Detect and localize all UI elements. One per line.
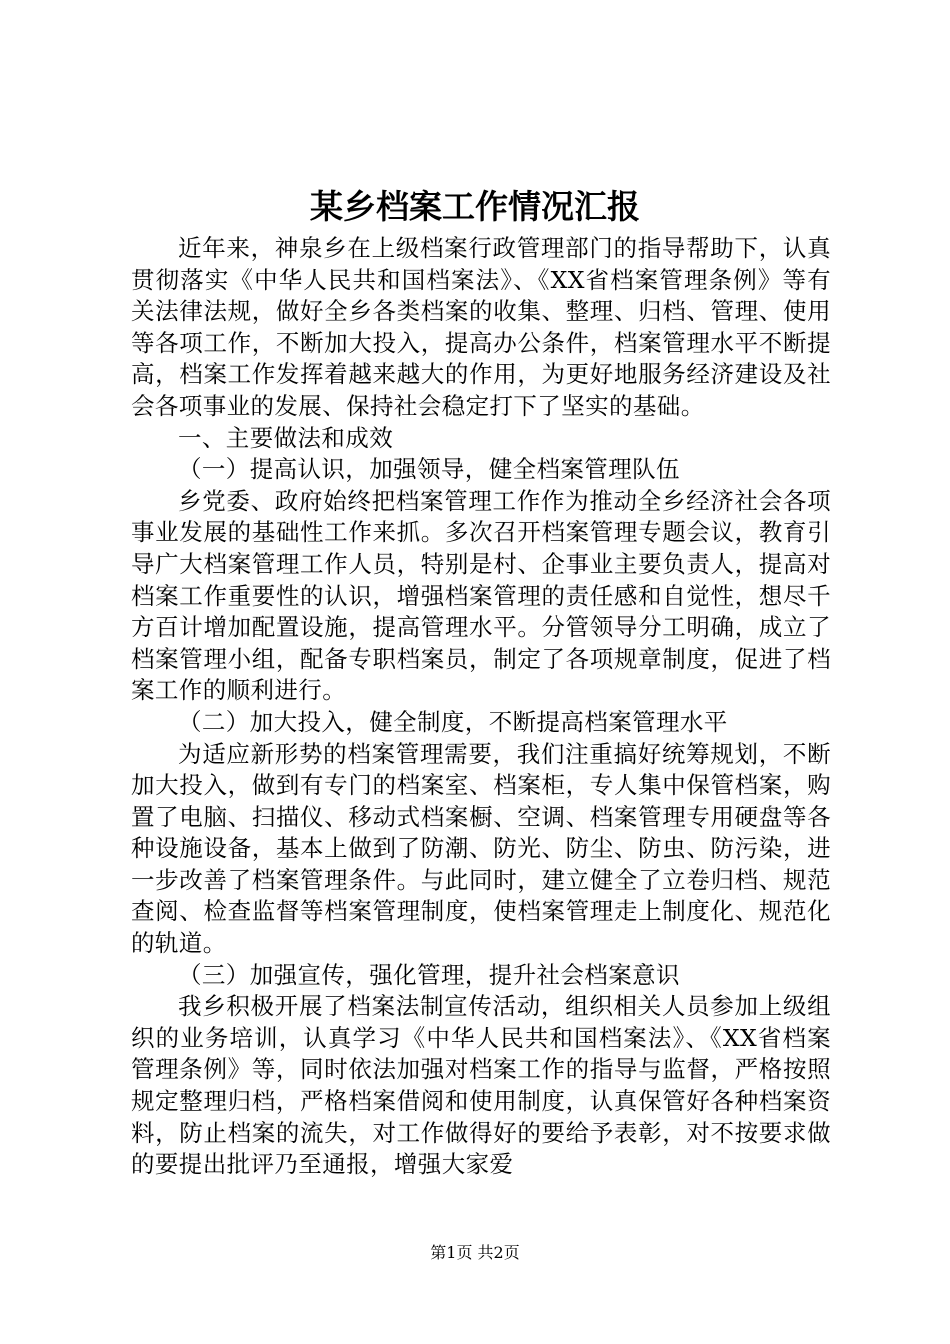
subsection-heading-2: （二）加大投入，健全制度，不断提高档案管理水平: [178, 707, 728, 736]
paragraph-intro: 近年来，神泉乡在上级档案行政管理部门的指导帮助下，认真贯彻落实《中华人民共和国档案法》、《XX省档案管理条例》等有关法律法规，做好全乡各类档案的收集、整理、归档、管理、使用等各项工作，不断加大投入，提高办公条件，档案管理水平不断提高，档案工作发挥着越来越大的作用，为更好地服务经济建设及社会各项事业的发展、保持社会稳定打下了坚实的基础。: [131, 234, 831, 420]
page-footer: 第1页 共2页: [430, 1243, 520, 1262]
document-body: [131, 233, 831, 1181]
page-title: 某乡档案工作情况汇报: [310, 187, 640, 226]
paragraph-publicity: 我乡积极开展了档案法制宣传活动，组织相关人员参加上级组织的业务培训，认真学习《中华人民共和国档案法》、《XX省档案管理条例》等，同时依法加强对档案工作的指导与监督，严格按照规定整理归档，严格档案借阅和使用制度，认真保管好各种档案资料，防止档案的流失，对工作做得好的要给予表彰，对不按要求做的要提出批评乃至通报，增强大家爱: [131, 992, 831, 1179]
paragraph-leadership: 乡党委、政府始终把档案管理工作作为推动全乡经济社会各项事业发展的基础性工作来抓。多次召开档案管理专题会议，教育引导广大档案管理工作人员，特别是村、企事业主要负责人，提高对档案工作重要性的认识，增强档案管理的责任感和自觉性，想尽千方百计增加配置设施，提高管理水平。分管领导分工明确，成立了档案管理小组，配备专职档案员，制定了各项规章制度，促进了档案工作的顺利进行。: [131, 486, 831, 705]
section-heading-main: 一、主要做法和成效: [178, 423, 394, 452]
paragraph-investment: 为适应新形势的档案管理需要，我们注重搞好统筹规划，不断加大投入，做到有专门的档案室、档案柜，专人集中保管档案，购置了电脑、扫描仪、移动式档案橱、空调、档案管理专用硬盘等各种设施设备，基本上做到了防潮、防光、防尘、防虫、防污染，进一步改善了档案管理条件。与此同时，建立健全了立卷归档、规范查阅、检查监督等档案管理制度，使档案管理走上制度化、规范化的轨道。: [131, 739, 831, 958]
subsection-heading-1: （一）提高认识，加强领导，健全档案管理队伍: [178, 455, 680, 484]
subsection-heading-3: （三）加强宣传，强化管理，提升社会档案意识: [178, 960, 680, 989]
